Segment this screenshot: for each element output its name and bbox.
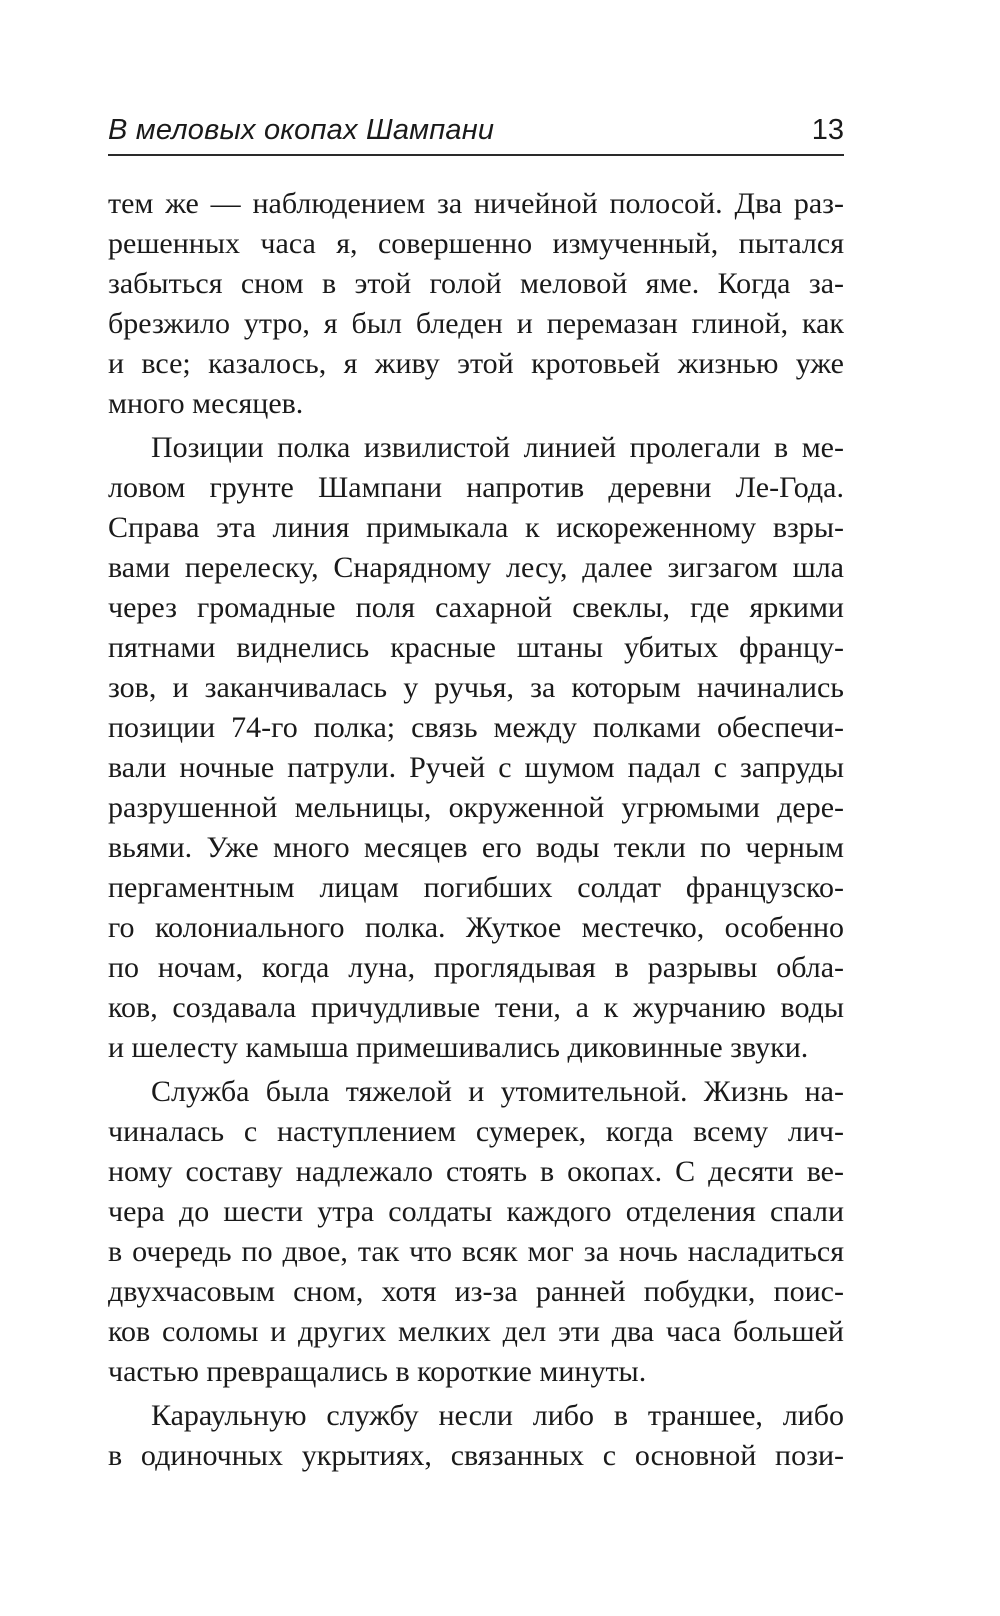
text-line: тем же — наблюдением за ничейной полосой. Два раз- [108,187,844,220]
text-line: через громадные поля сахарной свеклы, где яркими [108,591,844,624]
text-line: ков, создавала причудливые тени, а к журчанию воды [108,991,844,1024]
text-line: брезжило утро, я был бледен и перемазан глиной, как [108,307,844,340]
text-line: по ночам, когда луна, проглядывая в разрывы обла- [108,951,844,984]
text-line: вами перелеску, Снарядному лесу, далее зигзагом шла [108,551,844,584]
text-line: Справа эта линия примыкала к искореженному взры- [108,511,844,544]
text-line: забыться сном в этой голой меловой яме. Когда за- [108,267,844,300]
text-line: го колониального полка. Жуткое местечко, особенно [108,911,844,944]
text-line: в очередь по двое, так что всяк мог за ночь насладиться [108,1235,844,1268]
text-line: вали ночные патрули. Ручей с шумом падал с запруды [108,751,844,784]
text-line: много месяцев. [108,387,304,420]
paragraph-4 [108,1396,844,1476]
paragraph-1 [108,184,844,424]
text-line: в одиночных укрытиях, связанных с основной пози- [108,1439,844,1472]
text-line: зов, и заканчивалась у ручья, за которым начинались [108,671,844,704]
text-line: чиналась с наступлением сумерек, когда всему лич- [108,1115,844,1148]
text-line: пергаментным лицам погибших солдат французско- [108,871,844,904]
text-line: разрушенной мельницы, окруженной угрюмыми дере- [108,791,844,824]
text-line: Позиции полка извилистой линией пролегали в ме- [151,431,844,464]
text-line: и шелесту камыша примешивались диковинные звуки. [108,1031,809,1064]
text-line: вьями. Уже много месяцев его воды текли по черным [108,831,844,864]
running-title: В меловых окопах Шампани [108,114,495,146]
text-line: позиции 74-го полка; связь между полками обеспечи- [108,711,844,744]
page-number: 13 [811,114,844,146]
text-line: частью превращались в короткие минуты. [108,1355,647,1388]
text-line: ному составу надлежало стоять в окопах. С десяти ве- [108,1155,844,1188]
body-text [108,184,844,1480]
text-line: ков соломы и других мелких дел эти два часа большей [108,1315,844,1348]
text-line: Служба была тяжелой и утомительной. Жизнь на- [151,1075,844,1108]
text-line: и все; казалось, я живу этой кротовьей жизнью уже [108,347,844,380]
paragraph-2 [108,428,844,1068]
text-line: пятнами виднелись красные штаны убитых францу- [108,631,844,664]
text-line: чера до шести утра солдаты каждого отделения спали [108,1195,844,1228]
running-header [108,108,844,156]
text-line: решенных часа я, совершенно измученный, пытался [108,227,844,260]
text-line: Караульную службу несли либо в траншее, либо [151,1399,844,1432]
text-line: двухчасовым сном, хотя из-за ранней побудки, поис- [108,1275,844,1308]
text-line: ловом грунте Шампани напротив деревни Ле-Года. [108,471,844,504]
paragraph-3 [108,1072,844,1392]
